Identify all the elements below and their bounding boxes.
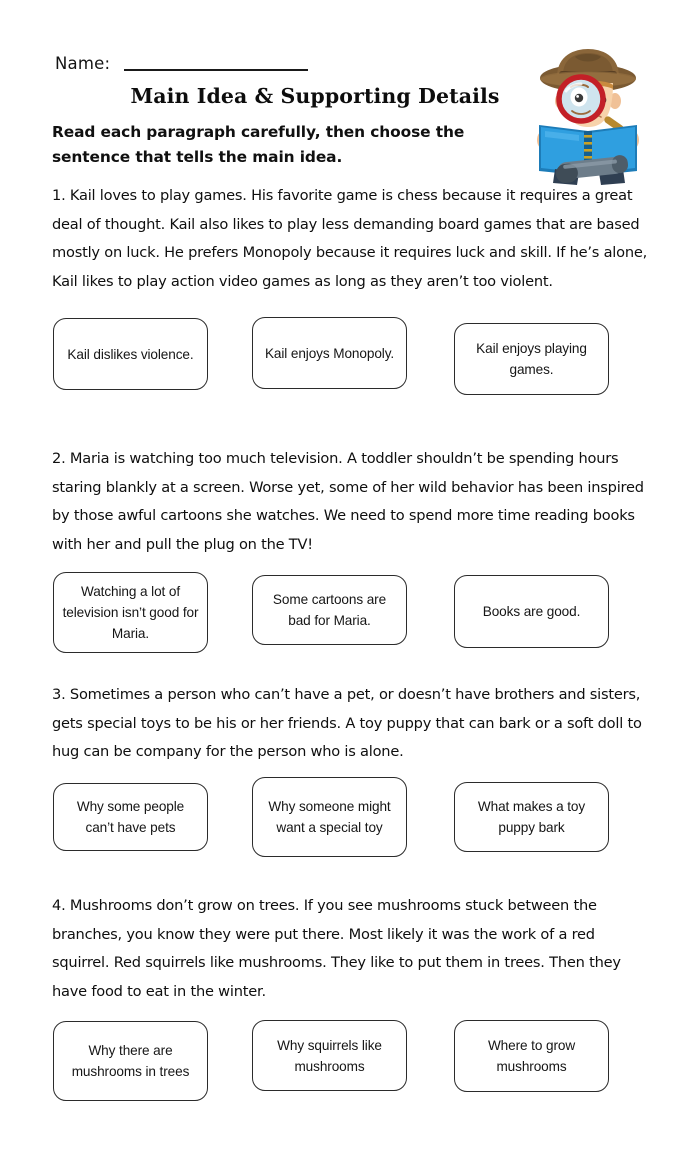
question-3-choices (52, 767, 652, 872)
choice-label: Books are good. (482, 604, 581, 619)
question-3-choice-2[interactable] (252, 777, 407, 857)
instructions-text: Read each paragraph carefully, then choose the sentence that tells the main idea. (52, 123, 465, 166)
question-2-choice-1[interactable] (53, 572, 208, 653)
question-1 (52, 182, 652, 396)
question-3 (52, 681, 652, 872)
question-3-paragraph: 3. Sometimes a person who can’t have a pet, or doesn’t have brothers and sisters, gets special toys to be his or her friends. A toy puppy that can bark or a soft doll to hug can be company for the person who is alone. (52, 686, 642, 760)
choice-label: Some cartoons are bad for Maria. (272, 592, 387, 628)
question-2-paragraph: 2. Maria is watching too much television. A toddler shouldn’t be spending hours staring blankly at a screen. Worse yet, some of her wild behavior has been inspired by those awful cartoons she watches. We need to spend more time reading books with her and pull the plug on the TV! (52, 450, 644, 553)
question-1-choice-3[interactable] (454, 323, 609, 395)
question-2-choice-2[interactable] (252, 575, 407, 645)
choice-label: Why squirrels like mushrooms (277, 1037, 382, 1074)
question-4-choice-2[interactable] (252, 1020, 407, 1091)
choice-label: Kail enjoys playing games. (476, 341, 587, 377)
page-title: Main Idea & Supporting Details (130, 84, 500, 108)
name-field-row (55, 56, 308, 73)
choice-label: Why some people can’t have pets (76, 798, 185, 835)
name-label: Name: (55, 54, 111, 73)
choice-label: What makes a toy puppy bark (477, 798, 586, 835)
question-4-choice-3[interactable] (454, 1020, 609, 1092)
question-3-choice-3[interactable] (454, 782, 609, 852)
question-4 (52, 892, 652, 1111)
choice-label: Why someone might want a special toy (268, 798, 391, 835)
question-1-choices (52, 296, 652, 396)
question-4-choices (52, 1006, 652, 1111)
detective-boy-reading-book-illustration (519, 45, 657, 185)
name-write-in-line[interactable] (124, 69, 308, 71)
question-1-paragraph: 1. Kail loves to play games. His favorite game is chess because it requires a great deal of thought. Kail also likes to play less demanding board games that are based mostly on luck. He prefers Monopoly because it requires luck and skill. If he’s alone, Kail likes to play action video games as long as they aren’t too violent. (52, 187, 648, 290)
question-2-choices (52, 559, 652, 664)
choice-label: Where to grow mushrooms (487, 1038, 576, 1074)
choice-label: Kail enjoys Monopoly. (264, 345, 395, 361)
question-2 (52, 445, 652, 664)
question-2-choice-3[interactable] (454, 575, 609, 648)
choice-label: Watching a lot of television isn’t good for Maria. (62, 584, 199, 641)
choice-label: Why there are mushrooms in trees (71, 1043, 190, 1079)
question-4-paragraph: 4. Mushrooms don’t grow on trees. If you see mushrooms stuck between the branches, you know they were put there. Most likely it was the work of a red squirrel. Red squirrels like mushrooms. They like to put them in trees. Then they have food to eat in the winter. (52, 897, 621, 1000)
question-4-choice-1[interactable] (53, 1021, 208, 1101)
question-1-choice-1[interactable] (53, 318, 208, 390)
question-3-choice-1[interactable] (53, 783, 208, 851)
choice-label: Kail dislikes violence. (67, 346, 194, 362)
question-1-choice-2[interactable] (252, 317, 407, 389)
